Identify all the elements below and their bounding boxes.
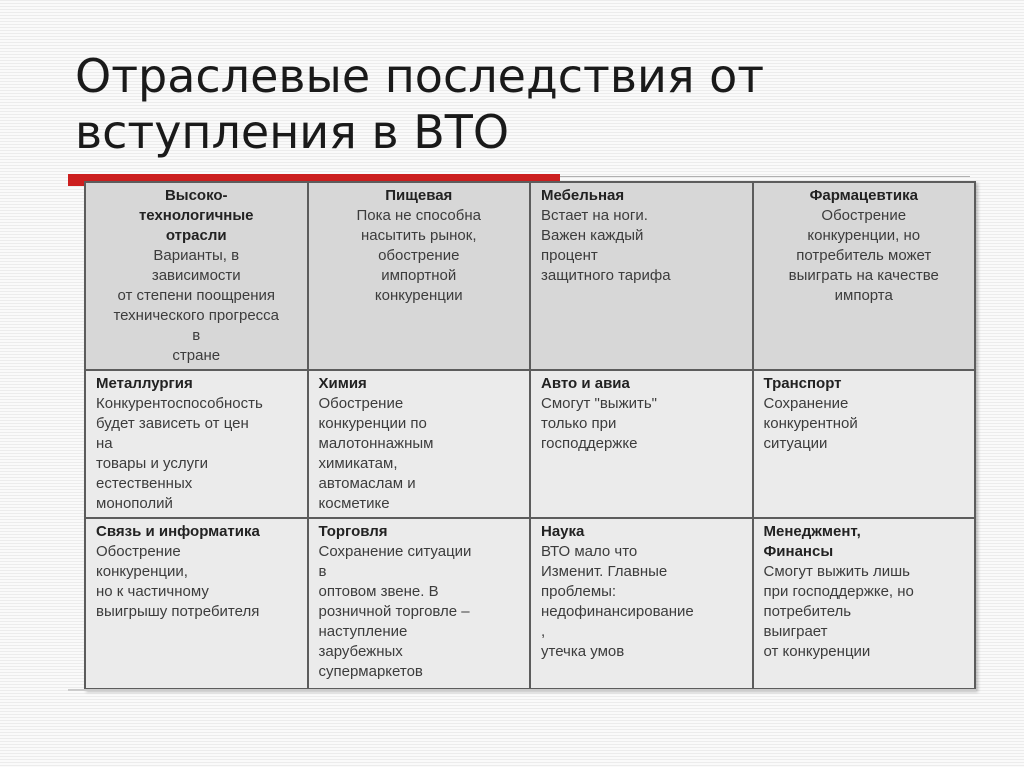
cell-text: Встает на ноги. Важен каждый процент защитного тарифа [541, 207, 671, 284]
cell-title: Фармацевтика [809, 187, 918, 204]
cell-text: Варианты, в зависимости от степени поощрения технического прогресса в стране [113, 247, 280, 364]
cell-title: Связь и информатика [96, 523, 260, 540]
cell-food [308, 182, 531, 370]
cell-title: Химия [318, 375, 367, 392]
cell-title: Наука [541, 523, 585, 540]
cell-title: Транспорт [763, 375, 842, 392]
cell-title: Пищевая [385, 187, 453, 204]
cell-text: Смогут выжить лишь при господдержке, но потребитель выиграет от конкуренции [763, 563, 914, 660]
cell-title: Металлургия [96, 375, 193, 392]
cell-title: Менеджмент, Финансы [763, 523, 861, 560]
industry-impact-table [84, 181, 976, 690]
cell-management-finance [753, 518, 976, 689]
cell-text: Сохранение ситуации в оптовом звене. В розничной торговле – наступление зарубежных супермаркетов [318, 543, 472, 680]
cell-pharma [753, 182, 976, 370]
cell-title: Высоко- технологичные отрасли [138, 187, 254, 244]
cell-text: Конкурентоспособность будет зависеть от цен на товары и услуги естественных монополий [96, 395, 263, 512]
cell-telecom-it [85, 518, 308, 689]
cell-science [530, 518, 753, 689]
cell-metallurgy [85, 370, 308, 518]
cell-title: Авто и авиа [541, 375, 630, 392]
cell-text: Пока не способна насытить рынок, обострение импортной конкуренции [356, 207, 481, 304]
cell-furniture [530, 182, 753, 370]
accent-bar-thin [560, 176, 970, 177]
cell-text: Смогут "выжить" только при господдержке [541, 395, 657, 452]
cell-text: Обострение конкуренции, но к частичному выигрышу потребителя [96, 543, 260, 620]
cell-text: Обострение конкуренции по малотоннажным химикатам, автомаслам и косметике [318, 395, 434, 512]
cell-title: Мебельная [541, 187, 625, 204]
table-row [85, 518, 975, 689]
cell-trade [308, 518, 531, 689]
slide-title: Отраслевые последствия от вступления в ВТО [75, 49, 765, 159]
cell-title: Торговля [318, 523, 388, 540]
table-row [85, 370, 975, 518]
cell-chemistry [308, 370, 531, 518]
cell-high-tech [85, 182, 308, 370]
table-row [85, 182, 975, 370]
cell-transport [753, 370, 976, 518]
bottom-rule [68, 689, 976, 691]
cell-auto-avia [530, 370, 753, 518]
cell-text: Сохранение конкурентной ситуации [763, 395, 858, 452]
cell-text: ВТО мало что Изменит. Главные проблемы: недофинансирование , утечка умов [541, 543, 694, 660]
cell-text: Обострение конкуренции, но потребитель может выиграть на качестве импорта [788, 207, 939, 304]
